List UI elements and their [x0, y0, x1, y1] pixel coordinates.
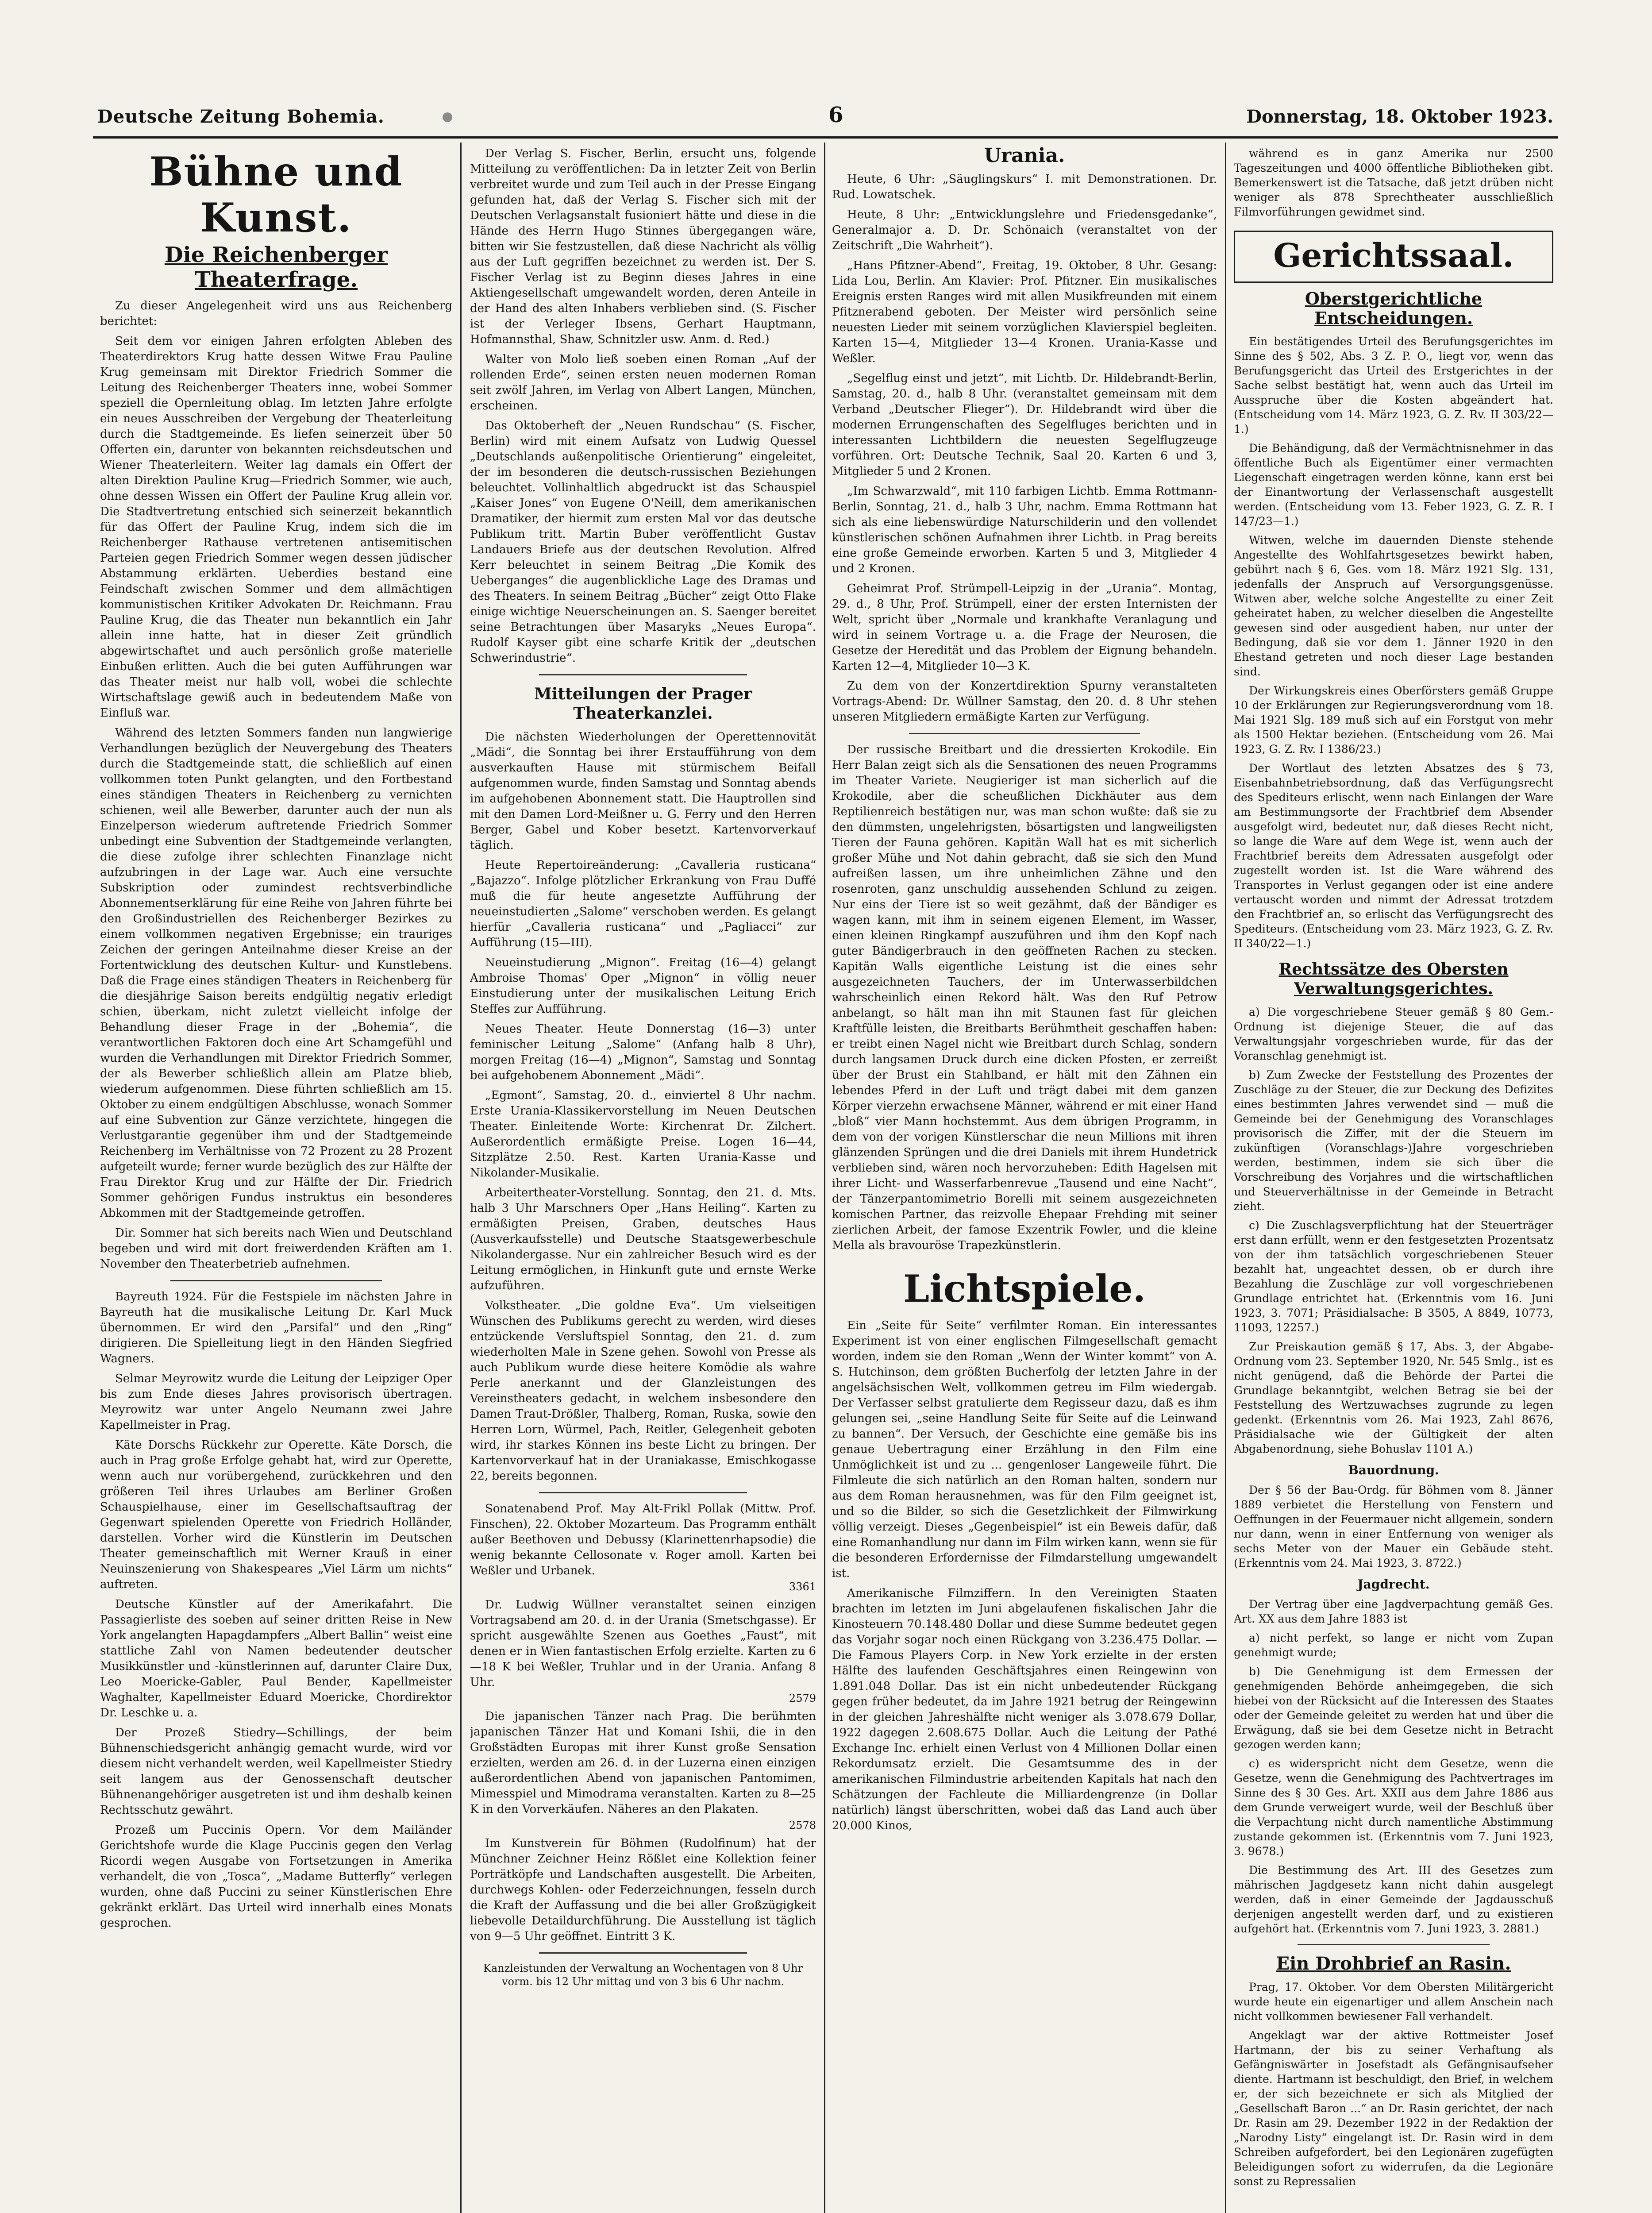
paragraph: Heute Repertoireänderung: „Cavalleria rusticana“ „Bajazzo“. Infolge plötzlicher Erkrankung von Frau Duffé muß die für heute angesetzte Aufführung der neueinstudierten „Salome“ verschoben werden. Es gelangt hierfür „Cavalleria rusticana“ und „Pagliacci“ zur Aufführung (15—III). — [470, 859, 816, 949]
paragraph: Der Vertrag über eine Jagdverpachtung gemäß Ges. Art. XX aus dem Jahre 1883 ist — [1234, 1598, 1553, 1625]
subheading: Jagdrecht. — [1357, 1577, 1430, 1592]
column-divider-3 — [1225, 143, 1226, 2213]
paragraph: Prag, 17. Oktober. Vor dem Obersten Militärgericht wurde heute ein eigenartiger und allem Anschein nach nicht vollkommen bewiesener Fall verhandelt. — [1234, 1981, 1553, 2023]
paragraph: Zu dem von der Konzertdirektion Spurny veranstalteten Vortrags-Abend: Dr. Wüllner Samstag, den 20. d. 8 Uhr stehen unseren Mitgliedern ermäßigte Karten zur Verfügung. — [832, 679, 1217, 724]
page-header — [97, 101, 1553, 132]
header-rule — [93, 136, 1558, 139]
paragraph: Im Kunstverein für Böhmen (Rudolfinum) hat der Münchner Zeichner Heinz Rößlet eine Kollektion feiner Porträtköpfe und Landschaften ausgestellt. Die Arbeiten, durchwegs Kohlen- oder Federzeichnungen, fesseln durch die Kraft der Auffassung und die bei aller Großzügigkeit liebevolle Detaildurchführung. Die Ausstellung ist täglich von 9—5 Uhr geöffnet. Eintritt 3 K. — [470, 1837, 816, 1943]
paragraph: c) es widerspricht nicht dem Gesetze, wenn die Gesetze, wenn die Genehmigung des Pachtvertrages im Sinne des § 30 Ges. Art. XXII aus dem Jahre 1886 aus dem Grunde verweigert wurde, weil der Beschluß über die Verpachtung nicht durch namentliche Abstimmung zustande gekommen ist. (Erkenntnis vom 7. Juni 1923, 3. 9678.) — [1234, 1757, 1553, 1858]
office-hours-note: Kanzleistunden der Verwaltung an Wochentagen von 8 Uhr vorm. bis 12 Uhr mittag und von 3 bis 6 Uhr nachm. — [483, 1962, 803, 1988]
ad-number: 3361 — [789, 1581, 816, 1593]
paragraph: Angeklagt war der aktive Rottmeister Josef Hartmann, der bis zu seiner Verhaftung als Gefängniswärter in Josefstadt als Gefängnisaufseher diente. Hartmann ist beschuldigt, den Brief, in welchem er, der sich bezeichnete er sich als Mitglied der „Gesellschaft Baron ...“ an Dr. Rasin gerichtet, der nach Dr. Rasin am 29. Dezember 1922 in der Redaktion der „Narodny Listy“ eingelangt ist. Dr. Rasin wird in dem Schreiben aufgefordert, bei den Legionären zugefügten Beleidigungen sofort zu widerrufen, da die Legionäre sonst zu Repressalien — [1234, 2029, 1553, 2188]
section-heading: Urania. — [984, 146, 1065, 167]
paragraph: Zur Preiskaution gemäß § 17, Abs. 3, der Abgabe-Ordnung vom 23. September 1920, Nr. 545 Smlg., ist es nicht genügend, daß die Behörde der Partei die Grundlage bekanntgibt, welchen Betrag sie bei der Feststellung des Wertzuwachses zugrunde zu legen gedenkt. (Erkenntnis vom 26. Mai 1923, Zahl 8676, Präsidialsache wie der Gültigkeit der alten Abgabenordnung, siehe Bohuslav 1101 A.) — [1234, 1340, 1553, 1455]
paragraph: Ein bestätigendes Urteil des Berufungsgerichtes im Sinne des § 502, Abs. 3 Z. P. O., liegt vor, wenn das Berufungsgericht das Urteil des Erstgerichtes in der Sache selbst bestätigt hat, wenn auch das Urteil im Ausspruche über die Kosten abgeändert hat. (Entscheidung vom 14. März 1923, G. Z. Rv. II 303/22—1.) — [1234, 335, 1553, 436]
punch-hole-mark — [443, 112, 452, 122]
section-heading: Rechtssätze des Obersten Verwaltungsgerichtes. — [1278, 960, 1509, 998]
paragraph: a) Die vorgeschriebene Steuer gemäß § 80 Gem.-Ordnung ist diejenige Steuer, die auf das Verwaltungsjahr vorgeschrieben wurde, für das der Voranschlag genehmigt ist. — [1234, 1006, 1553, 1062]
paragraph: „Segelflug einst und jetzt“, mit Lichtb. Dr. Hildebrandt-Berlin, Samstag, 20. d., halb 8 Uhr. (veranstaltet gemeinsam mit dem Verband „Deutscher Flieger“). Dr. Hildebrandt wird über die modernen Errungenschaften des Segelfluges berichten und in interessanten Lichtbildern die neuesten Segelflugzeuge vorführen. Ort: Deutsche Technik, Saal 20. Karten 6 und 3, Mitglieder 5 und 2 Kronen. — [832, 372, 1217, 478]
section-box — [1234, 231, 1553, 283]
separator — [170, 1280, 382, 1281]
paragraph: Neues Theater. Heute Donnerstag (16—3) unter feminischer Leitung „Salome“ (Anfang halb 8 Uhr), morgen Freitag (16—4) „Mignon“, Samstag und Sonntag bei aufgehobenem Abonnement „Mädi“. — [470, 1022, 816, 1082]
article-title: Die Reichenberger Theaterfrage. — [164, 243, 388, 292]
column-4 — [1234, 146, 1553, 2213]
paragraph: c) Die Zuschlagsverpflichtung hat der Steuerträger erst dann erfüllt, wenn er den festgesetzten Prozentsatz von der ihm tatsächlich vorgeschriebenen Steuer bezahlt hat, ungeachtet dessen, ob er durch ihre Bezahlung die Zuschläge zur voll vorgeschriebenen Grundlage entrichtet hat. (Erkenntnis vom 16. Juni 1923, 3. 7071; Präsidialsache: B 3505, A 8849, 10773, 11093, 12257.) — [1234, 1219, 1553, 1334]
paragraph: Der § 56 der Bau-Ordg. für Böhmen vom 8. Jänner 1889 verbietet die Herstellung von Fenstern und Oeffnungen in der Feuermauer nicht allgemein, sondern nur dann, wenn in einer Entfernung von weniger als sechs Meter von der Mauer ein Gebäude steht. (Erkenntnis vom 24. Mai 1923, 3. 8722.) — [1234, 1484, 1553, 1569]
paragraph: Zu dieser Angelegenheit wird uns aus Reichenberg berichtet: — [100, 299, 452, 328]
paragraph: Volkstheater. „Die goldne Eva“. Um vielseitigen Wünschen des Publikums gerecht zu werden, wird dieses entzückende Versluftspiel Sonntag, den 21. d. zum wiederholten Male in Szene gehen. Sowohl von Presse als auch Publikum wurde diese heitere Komödie als wahre Perle anerkannt und der Glanzleistungen des Vereinstheaters gedacht, in welchem insbesondere den Damen Traut-Drößler, Thalberg, Roman, Ruska, sowie den Herren Lorn, Würmel, Pach, Reitler, Gelegenheit geboten wird, ihr starkes Können ins beste Licht zu bringen. Der Kartenvorverkauf hat in der Uraniakasse, Emischkogasse 22, bereits begonnen. — [470, 1299, 816, 1483]
separator — [539, 1492, 747, 1493]
paragraph: Neueinstudierung „Mignon“. Freitag (16—4) gelangt Ambroise Thomas' Oper „Mignon“ in völlig neuer Einstudierung unter der musikalischen Leitung Erich Steffes zur Aufführung. — [470, 956, 816, 1016]
paragraph: Prozeß um Puccinis Opern. Vor dem Mailänder Gerichtshofe wurde die Klage Puccinis gegen den Verlag Ricordi wegen Ausgabe von Fortsetzungen in Amerika verhandelt, die von „Tosca“, „Madame Butterfly“ verlegen wurden, ohne daß Puccini zu seiner Künstlerischen Ehre gekränkt erklärt. Das Urteil wird innerhalb eines Monats gesprochen. — [100, 1824, 452, 1930]
column-divider-2 — [824, 143, 825, 2213]
page-number: 6 — [828, 103, 843, 127]
paragraph: Sonatenabend Prof. May Alt-Frikl Pollak (Mittw. Prof. Finschen), 22. Oktober Mozarteum. Das Programm enthält außer Beethoven und Debussy (Klarinettenrhapsodie) die wenig bekannte Cellosonate v. Roger amoll. Karten bei Weßler und Urbanek. — [470, 1502, 816, 1577]
paragraph: während es in ganz Amerika nur 2500 Tageszeitungen und 4000 öffentliche Bibliotheken gibt. Bemerkenswert ist die Tatsache, daß jetzt drüben nicht weniger als 878 Sprechtheater ausschließlich Filmvorführungen gewidmet sind. — [1234, 147, 1553, 218]
paragraph: Der russische Breitbart und die dressierten Krokodile. Ein Herr Balan zeigt sich als die Sensationen des neuen Programms im Theater Variete. Neugieriger ist man sicherlich auf die Krokodile, aber die scheußlichen Dickhäuter aus dem Reptilienreich bestätigen nur, was man schon wußte: daß sie zu den dümmsten, ungelehrigsten, bösartigsten und langweiligsten Tieren der Fauna gehören. Kapitän Wall hat es mit sicherlich großer Mühe und Not dahin gebracht, daß sie sich den Mund aufreißen lassen, um ihre unheimlichen Zähne und den rosenroten, ganz unschuldig aussehenden Schlund zu zeigen. Nur eins der Tiere ist so weit gezähmt, daß der Bändiger es wagen kann, mit ihm in seinem eigenen Element, im Wasser, einen kleinen Ringkampf auszuführen und ihm den Kopf nach guter Bändigerbrauch in den geöffneten Rachen zu stecken. Kapitän Walls eigentliche Leistung ist die eines sehr ausgezeichneten Tauchers, der im Unterwasserbildchen wahrscheinlich einen Rekord hält. Was den Ruf Petrow anbelangt, so hält man ihn mit Staunen fast für gleichen Kraftfülle leisten, die Breitbarts Berühmtheit geschaffen haben: er treibt einen Nagel nicht wie Breitbart durch Schlag, sondern durch langsamen Druck durch eine dicken Pfosten, er zerreißt über der Brust ein Stahlband, er hält mit den Zähnen ein lebendes Pferd in der Luft und trägt dabei mit dem ganzen Körper vierzehn erwachsene Männer, während er mit einer Hand „bloß“ vier Mann hochstemmt. Aus dem übrigen Programm, in dem von der vorigen Künstlerschar die neun Millions mit ihren glänzenden Sprüngen und die drei Daniels mit ihrem Hundetrick verblieben sind, wären noch hervorzuheben: Edith Hagelsen mit ihrer Licht- und Wasserfarbenrevue „Tausend und eine Nacht“, der Tänzerpantomimetrio Borelli mit seinem ausgezeichneten komischen Partner, das reizvolle Ehepaar Frehding mit seiner zierlichen Arbeit, der famose Exzentrik Fowler, und die kleine Mella als bravouröse Trapezkünstlerin. — [832, 743, 1217, 1252]
paragraph: Selmar Meyrowitz wurde die Leitung der Leipziger Oper bis zum Ende dieses Jahres provisorisch übertragen. Meyrowitz war unter Angelo Neumann zwei Jahre Kapellmeister in Prag. — [100, 1372, 452, 1432]
section-heading: Oberstgerichtliche Entscheidungen. — [1305, 289, 1483, 328]
section-kicker: Lichtspiele. — [903, 1267, 1146, 1311]
paragraph: Dir. Sommer hat sich bereits nach Wien und Deutschland begeben und wird mit dort freiwerdenden Kräften am 1. November den Theaterbetrieb aufnehmen. — [100, 1226, 452, 1271]
paragraph: Die Behändigung, daß der Vermächtnisnehmer in das öffentliche Buch als Eigentümer einer vermachten Liegenschaft eingetragen werden könne, kann erst bei der Einantwortung der Verlassenschaft ausgestellt werden. (Entscheidung vom 13. Feber 1923, G. Z. R. I 147/23—1.) — [1234, 442, 1553, 528]
paragraph: Witwen, welche im dauernden Dienste stehende Angestellte des Wohlfahrtsgesetzes bewirkt haben, gebührt nach § 6, Ges. vom 18. März 1921 Slg. 131, jedenfalls der Anspruch auf Versorgungsgenüsse. Witwen aber, welche solche Angestellte zu einer Zeit geheiratet haben, zu welcher dieselben die Angestellte gewesen sind oder ausgedient haben, nur unter der Bedingung, daß sie vor dem 1. Jänner 1920 in den Ehestand getreten und noch dieser Lage bestanden sind. — [1234, 534, 1553, 678]
paragraph: „Im Schwarzwald“, mit 110 farbigen Lichtb. Emma Rottmann-Berlin, Sonntag, 21. d., halb 3 Uhr, nachm. Emma Rottmann hat sich als eine liebenswürdige Naturschilderin und den vollendet künstlerischen schönen Aufnahmen ihrer Lichtb. in Prag bereits eine große Gemeinde erworben. Karten 5 und 3, Mitglieder 4 und 2 Kronen. — [832, 485, 1217, 575]
separator — [909, 733, 1140, 734]
section-kicker: Bühne und Kunst. — [149, 148, 403, 241]
ad-number: 2579 — [789, 1692, 816, 1704]
paragraph: Der Verlag S. Fischer, Berlin, ersucht uns, folgende Mitteilung zu veröffentlichen: Da in letzter Zeit von Berlin verbreitet wurde und zum Teil auch in der Presse Eingang gefunden hat, daß der Verlag S. Fischer sich mit der Deutschen Verlagsanstalt fusioniert hätte und diese in die Hände des Herrn Hugo Stinnes übergegangen wäre, bitten wir Sie festzustellen, daß diese Nachricht als völlig aus der Luft gegriffen bezeichnet zu werden ist. Der S. Fischer Verlag ist zu Beginn dieses Jahres in eine Aktiengesellschaft umgewandelt worden, deren Anteile in der Hand des alten Inhabers verblieben sind. (S. Fischer ist der Verleger Ibsens, Gerhart Hauptmann, Hofmannsthal, Shaw, Schnitzler usw. Anm. d. Red.) — [470, 147, 816, 346]
paragraph: Der Wirkungskreis eines Oberförsters gemäß Gruppe 10 der Erklärungen zur Regierungsverordnung vom 18. Mai 1921 Slg. 189 muß sich auf ein Forstgut von mehr als 1500 Hektar beziehen. (Entscheidung vom 26. Mai 1923, G. Z. Rv. I 1386/23.) — [1234, 684, 1553, 756]
column-2 — [470, 146, 816, 2213]
paragraph: Arbeitertheater-Vorstellung. Sonntag, den 21. d. Mts. halb 3 Uhr Marschners Oper „Hans Heiling“. Karten zu ermäßigten Preisen, Graben, deutsches Haus (Ausverkaufsstelle) und Deutsche Staatsgewerbeschule Nikolandergasse. Nur ein zahlreicher Besuch wird es der Leitung ermöglichen, in Hinkunft gute und ernste Werke aufzuführen. — [470, 1186, 816, 1292]
paragraph: Walter von Molo ließ soeben einen Roman „Auf der rollenden Erde“, seinen ersten neuen modernen Roman seit zwölf Jahren, im Verlag von Albert Langen, München, erscheinen. — [470, 353, 816, 413]
paragraph: Bayreuth 1924. Für die Festspiele im nächsten Jahre in Bayreuth hat die musikalische Leitung Dr. Karl Muck übernommen. Er wird den „Parsifal“ und den „Ring“ dirigieren. Die Spielleitung liegt in den Händen Siegfried Wagners. — [100, 1290, 452, 1365]
column-divider-1 — [460, 143, 462, 2213]
section-heading: Ein Drohbrief an Rasin. — [1276, 1953, 1511, 1974]
paragraph: „Egmont“, Samstag, 20. d., einviertel 8 Uhr nachm. Erste Urania-Klassikervorstellung im Neuen Deutschen Theater. Einleitende Worte: Kirchenrat Dr. Zilchert. Außerordentlich ermäßigte Preise. Logen 16—44, Sitzplätze 2.50. Rest. Karten Urania-Kasse und Nikolander-Musikalie. — [470, 1089, 816, 1180]
paragraph: b) Die Genehmigung ist dem Ermessen der genehmigenden Behörde anheimgegeben, die sich hiebei von der Rücksicht auf die Interessen des Staates oder der Gemeinde geleitet zu werden hat und über die Erwägung, daß sie bei dem Gesetze nicht in Betracht gezogen werden kann; — [1234, 1665, 1553, 1751]
ad-number: 2578 — [789, 1819, 816, 1831]
separator — [539, 674, 747, 675]
paragraph: Während des letzten Sommers fanden nun langwierige Verhandlungen bezüglich der Neuvergebung des Theaters durch die Stadtgemeinde statt, die schließlich auf einen vollkommen toten Punkt gelangten, und den Fortbestand eines ständigen Theaters in Reichenberg zu vernichten schienen, weil alle Bewerber, darunter auch der nun als Einzelperson wiederum auftretende Friedrich Sommer unbedingt eine Subvention der Stadtgemeinde verlangten, die diese zufolge ihrer schlechten Finanzlage nicht aufzubringen in der Lage war. Auch eine versuchte Subskription oder zumindest rechtsverbindliche Abonnementserklärung für eine Reihe von Jahren führte bei den Großindustriellen des Reichenberger Bezirkes zu einem vollkommen negativen Ergebnisse; ein trauriges Zeichen der geringen Anteilnahme dieser Kreise an der Fortentwicklung des deutschen Kultur- und Kunstlebens. Daß die Frage eines ständigen Theaters in Reichenberg für die diesjährige Saison bereits endgültig negativ erledigt schien, überkam, nicht zuletzt vielleicht infolge der Behandlung dieser Frage in der „Bohemia“, die verantwortlichen Faktoren doch eine Art Schamgefühl und wurden die Verhandlungen mit Direktor Friedrich Sommer, der als Bewerber schließlich allein am Platze blieb, wiederum aufgenommen. Diese führten schließlich am 15. Oktober zu einem endgültigen Abschlusse, wonach Sommer auf eine Subvention zur Gänze verzichtete, hingegen die Verlustgarantie gegenüber ihm und der Stadtgemeinde Reichenberg im Verhältnisse von 72 Prozent zu 28 Prozent aufgeteilt wurde; ferner wurde bezüglich des zur Hälfte der Frau Direktor Krug und zur Hälfte der Dir. Friedrich Sommer gehörigen Fundus instruktus ein besonderes Abkommen mit der Stadtgemeinde getroffen. — [100, 726, 452, 1220]
paragraph: „Hans Pfitzner-Abend“, Freitag, 19. Oktober, 8 Uhr. Gesang: Lida Lou, Berlin. Am Klavier: Prof. Pfitzner. Ein musikalisches Ereignis ersten Ranges wird mit allen Musikfreunden mit einem Pfitznerabend geboten. Der Meister wird persönlich seine neuesten Lieder mit seinem vorzüglichen Klavierspiel begleiten. Karten 15—4, Mitglieder 13—4 Kronen. Urania-Kasse und Weßler. — [832, 259, 1217, 365]
subheading: Bauordnung. — [1348, 1463, 1439, 1477]
paragraph: Seit dem vor einigen Jahren erfolgten Ableben des Theaterdirektors Krug hatte dessen Witwe Frau Pauline Krug gemeinsam mit Direktor Friedrich Sommer die Leitung des Reichenberger Theaters inne, wobei Sommer speziell die Opernleitung oblag. Im letzten Jahre erfolgte ein neues Ausschreiben der Vergebung der Theaterleitung durch die Stadtgemeinde. Es liefen seinerzeit über 50 Offerten ein, darunter von bekannten reichsdeutschen und Wiener Theaterleitern. Weiter lag damals ein Offert der alten Direktion Pauline Krug—Friedrich Sommer, wie auch, ohne dessen Wissen ein Offert der Pauline Krug allein vor. Die Stadtvertretung entschied sich seinerzeit bekanntlich für das Offert der Pauline Krug, indem sich die im Reichenberger Rathause vertretenen antisemitischen Parteien gegen Friedrich Sommer wegen dessen jüdischer Abstammung erklärten. Ueberdies bestand eine Feindschaft zwischen Sommer und dem allmächtigen kommunistischen Kritiker Advokaten Dr. Reichmann. Frau Pauline Krug, die das Theater nun bekanntlich ein Jahr allein inne hatte, hat in dieser Zeit gründlich abgewirtschaftet und auch persönlich große materielle Einbußen erlitten. Auch die bei guten Aufführungen war das Theater meist nur halb voll, wobei die schlechte Wirtschaftslage gewiß auch in bedeutendem Maße von Einfluß war. — [100, 335, 452, 720]
paragraph: Heute, 8 Uhr: „Entwicklungslehre und Friedensgedanke“, Generalmajor a. D. Dr. Schönaich (veranstaltet von der Zeitschrift „Die Wahrheit“). — [832, 208, 1217, 252]
paragraph: Das Oktoberheft der „Neuen Rundschau“ (S. Fischer, Berlin) wird mit einem Aufsatz von Ludwig Quessel „Deutschlands außenpolitische Orientierung“ eingeleitet, der im besonderen die deutsch-russischen Beziehungen beleuchtet. Vollinhaltlich abgedruckt ist das Schauspiel „Kaiser Jones“ von Eugene O'Neill, dem amerikanischen Dramatiker, der hiermit zum ersten Mal vor das deutsche Publikum tritt. Martin Buber veröffentlicht Gustav Landauers Briefe aus der deutschen Revolution. Alfred Kerr beleuchtet in seinem Beitrag „Die Komik des Ueberganges“ die augenblickliche Lage des Dramas und des Theaters. In seinem Beitrag „Bücher“ zeigt Otto Flake einige wichtige Neuerscheinungen an. S. Saenger bereitet seine Betrachtungen über Masaryks „Neues Europa“. Rudolf Kayser gibt eine scharfe Kritik der „deutschen Schwerindustrie“. — [470, 419, 816, 665]
section-heading: Mitteilungen der Prager Theaterkanzlei. — [534, 685, 752, 723]
paragraph: Geheimrat Prof. Strümpell-Leipzig in der „Urania“. Montag, 29. d., 8 Uhr, Prof. Strümpell, einer der ersten Internisten der Welt, spricht über „Normale und krankhafte Veranlagung und wird in seinem Vortrage u. a. die Frage der Neurosen, die Gesetze der Heredität und das Problem der Eignung behandeln. Karten 12—4, Mitglieder 10—3 K. — [832, 582, 1217, 673]
paragraph: Deutsche Künstler auf der Amerikafahrt. Die Passagierliste des soeben auf seiner dritten Reise in New York angelangten Hapagdampfers „Albert Ballin“ weist eine stattliche Zahl von Namen bedeutender deutscher Musikkünstler und -künstlerinnen auf, darunter Claire Dux, Leo Moericke-Gabler, Paul Bender, Kapellmeister Waghalter, Kapellmeister Eduard Moericke, Chordirektor Dr. Leschke u. a. — [100, 1598, 452, 1720]
paragraph: Der Prozeß Stiedry—Schillings, der beim Bühnenschiedsgericht anhängig gemacht wurde, wird vor diesem nicht verhandelt werden, weil Kapellmeister Stiedry seit langem aus der Genossenschaft deutscher Bühnenangehöriger ausgetreten ist und ihm deshalb keinen Rechtsschutz gewährt. — [100, 1726, 452, 1817]
masthead-left: Deutsche Zeitung Bohemia. — [97, 106, 385, 127]
paragraph: Käte Dorschs Rückkehr zur Operette. Käte Dorsch, die auch in Prag große Erfolge gehabt hat, wird zur Operette, wenn auch nur vorübergehend, zurückkehren und den größeren Teil ihres Urlaubes am Berliner Großen Schauspielhause, einer im Gesellschaftsauftrag der Gegenwart spielenden Operette von Friedrich Holländer, darstellen. Vorher wird die Künstlerin im Deutschen Theater gemeinschaftlich mit Werner Krauß in einer Neuinszenierung von Shakespeares „Viel Lärm um nichts“ auftreten. — [100, 1438, 452, 1591]
separator — [1298, 1944, 1489, 1945]
paragraph: Der Wortlaut des letzten Absatzes des § 73, Eisenbahnbetriebsordnung, daß das Verfügungsrecht des Spediteurs erlischt, wenn nach Einlangen der Ware am Bestimmungsorte der Frachtbrief dem Absender ausgefolgt wird, bedeutet nur, daß dieses Recht nicht, so lange die Ware auf dem Wege ist, wenn auch der Frachtbrief bereits dem Adressaten ausgefolgt oder zugestellt worden ist. Ist die Ware während des Transportes in Verlust gegangen oder ist eine andere vertauscht worden und nimmt der Adressat trotzdem den Frachtbrief an, so erlischt das Verfügungsrecht des Spediteurs. (Entscheidung vom 23. März 1923, G. Z. Rv. II 340/22—1.) — [1234, 762, 1553, 950]
issue-date: Donnerstag, 18. Oktober 1923. — [1246, 106, 1553, 127]
paragraph: Die nächsten Wiederholungen der Operettennovität „Mädi“, die Sonntag bei ihrer Erstaufführung von dem ausverkauften Hause mit stürmischem Beifall aufgenommen wurde, finden Samstag und Sonntag abends im aufgehobenen Abonnement statt. Die Hauptrollen sind mit den Damen Lord-Meißner u. G. Ferry und den Herren Berger, Gabel und Kober besetzt. Kartenvorverkauf täglich. — [470, 730, 816, 852]
paragraph: Dr. Ludwig Wüllner veranstaltet seinen einzigen Vortragsabend am 20. d. in der Urania (Smetschgasse). Er spricht ausgewählte Szenen aus Goethes „Faust“, mit denen er in Wien fantastischen Erfolg erzielte. Karten zu 6—18 K bei Weßler, Truhlar und in der Urania. Anfang 8 Uhr. — [470, 1598, 816, 1689]
box-title: Gerichtssaal. — [1273, 237, 1514, 275]
paragraph: Heute, 6 Uhr: „Säuglingskurs“ I. mit Demonstrationen. Dr. Rud. Lowatschek. — [832, 173, 1217, 201]
separator — [539, 1952, 747, 1954]
paragraph: Ein „Seite für Seite“ verfilmter Roman. Ein interessantes Experiment ist von einer englischen Filmgesellschaft gemacht worden, indem sie den Roman „Wenn der Winter kommt“ von A. S. Hutchinson, dem größten Bucherfolg der letzten Jahre in der angelsächsischen Welt, vollkommen getreu im Film wiedergab. Der Verfasser selbst gratulierte dem Regisseur dazu, daß es ihm gelungen sei, „seine Handlung Seite für Seite auf die Leinwand zu bannen“. Der Versuch, der Geschichte eine gemäße bis ins genaue Uebertragung einer Erzählung in den Film eine Unmöglichkeit ist und zu ... gengenloser Langeweile führt. Die Filmleute die sich natürlich an den Roman halten, sondern nur aus dem Roman herausnehmen, was für den Film geeignet ist, und so die Bilder, so sich die Gesetzlichkeit der Filmwirkung völlig verzeigt. Dieses „Gegenbeispiel“ ist ein Beweis dafür, daß eine Romanhandlung nur dann im Film wirken kann, wenn sie für die besonderen Erfordernisse der Filmdarstellung umgewandelt ist. — [832, 1319, 1217, 1580]
paragraph: Die japanischen Tänzer nach Prag. Die berühmten japanischen Tänzer Hat und Komani Ishii, die in den Großstädten Europas mit ihrer Kunst große Sensation erzielten, werden am 26. d. in der Luzerna einen einzigen außerordentlichen Abend von japanischen Pantomimen, Mimesspiel und Mimodrama veranstalten. Karten zu 8—25 K in den Vorverkäufen. Näheres an den Plakaten. — [470, 1710, 816, 1816]
paragraph: Amerikanische Filmziffern. In den Vereinigten Staaten brachten im letzten im Juni abgelaufenen fiskalischen Jahr die Kinosteuern 70.148.480 Dollar und diese Summe bedeutet gegen das Vorjahr sogar noch einen Rückgang von 3.236.475 Dollar. — Die Famous Players Corp. in New York erzielte in der ersten Hälfte des laufenden Geschäftsjahres einen Reingewinn von 1.891.048 Dollar. Das ist ein nicht unbedeutender Rückgang gegen früher bedeutet, da im Jahre 1921 betrug der Reingewinn in der gleichen Jahreshälfte nicht weniger als 3.078.679 Dollar, 1922 dagegen 2.608.675 Dollar. Auch die Leitung der Pathé Exchange Inc. erhielt einen Verlust von 4 Millionen Dollar einen Rekordumsatz erzielt. Die Gesamtsumme des in der amerikanischen Filmindustrie arbeitenden Kapitals hat nach den Schätzungen der Fachleute die Milliardengrenze (in Dollar natürlich) längst überschritten, wobei daß das Land auch über 20.000 Kinos, — [832, 1587, 1217, 1832]
paragraph: a) nicht perfekt, so lange er nicht vom Zupan genehmigt wurde; — [1234, 1631, 1553, 1659]
paragraph: b) Zum Zwecke der Feststellung des Prozentes der Zuschläge zu der Steuer, die zur Deckung des Defizites eines bestimmten Jahres verwendet sind — muß die Gemeinde bei der Genehmigung des Voranschlages provisorisch die Ziffer, mit der die Steuern im zukünftigen (Voranschlags-)Jahre vorgeschrieben werden, bestimmen, indem sie sich über die Vorschreibung des Vorjahres und die wirtschaftlichen und Steuerverhältnisse in der Gemeinde in Betracht zieht. — [1234, 1068, 1553, 1213]
column-3 — [832, 146, 1217, 2213]
paragraph: Die Bestimmung des Art. III des Gesetzes zum mährischen Jagdgesetz kann nicht dahin ausgelegt werden, daß in einer Gemeinde der Jagdausschuß derjenigen angestellt werden darf, und zu existieren aufgehört hat. (Erkenntnis vom 7. Juni 1923, 3. 2881.) — [1234, 1864, 1553, 1935]
column-1 — [100, 146, 452, 2213]
